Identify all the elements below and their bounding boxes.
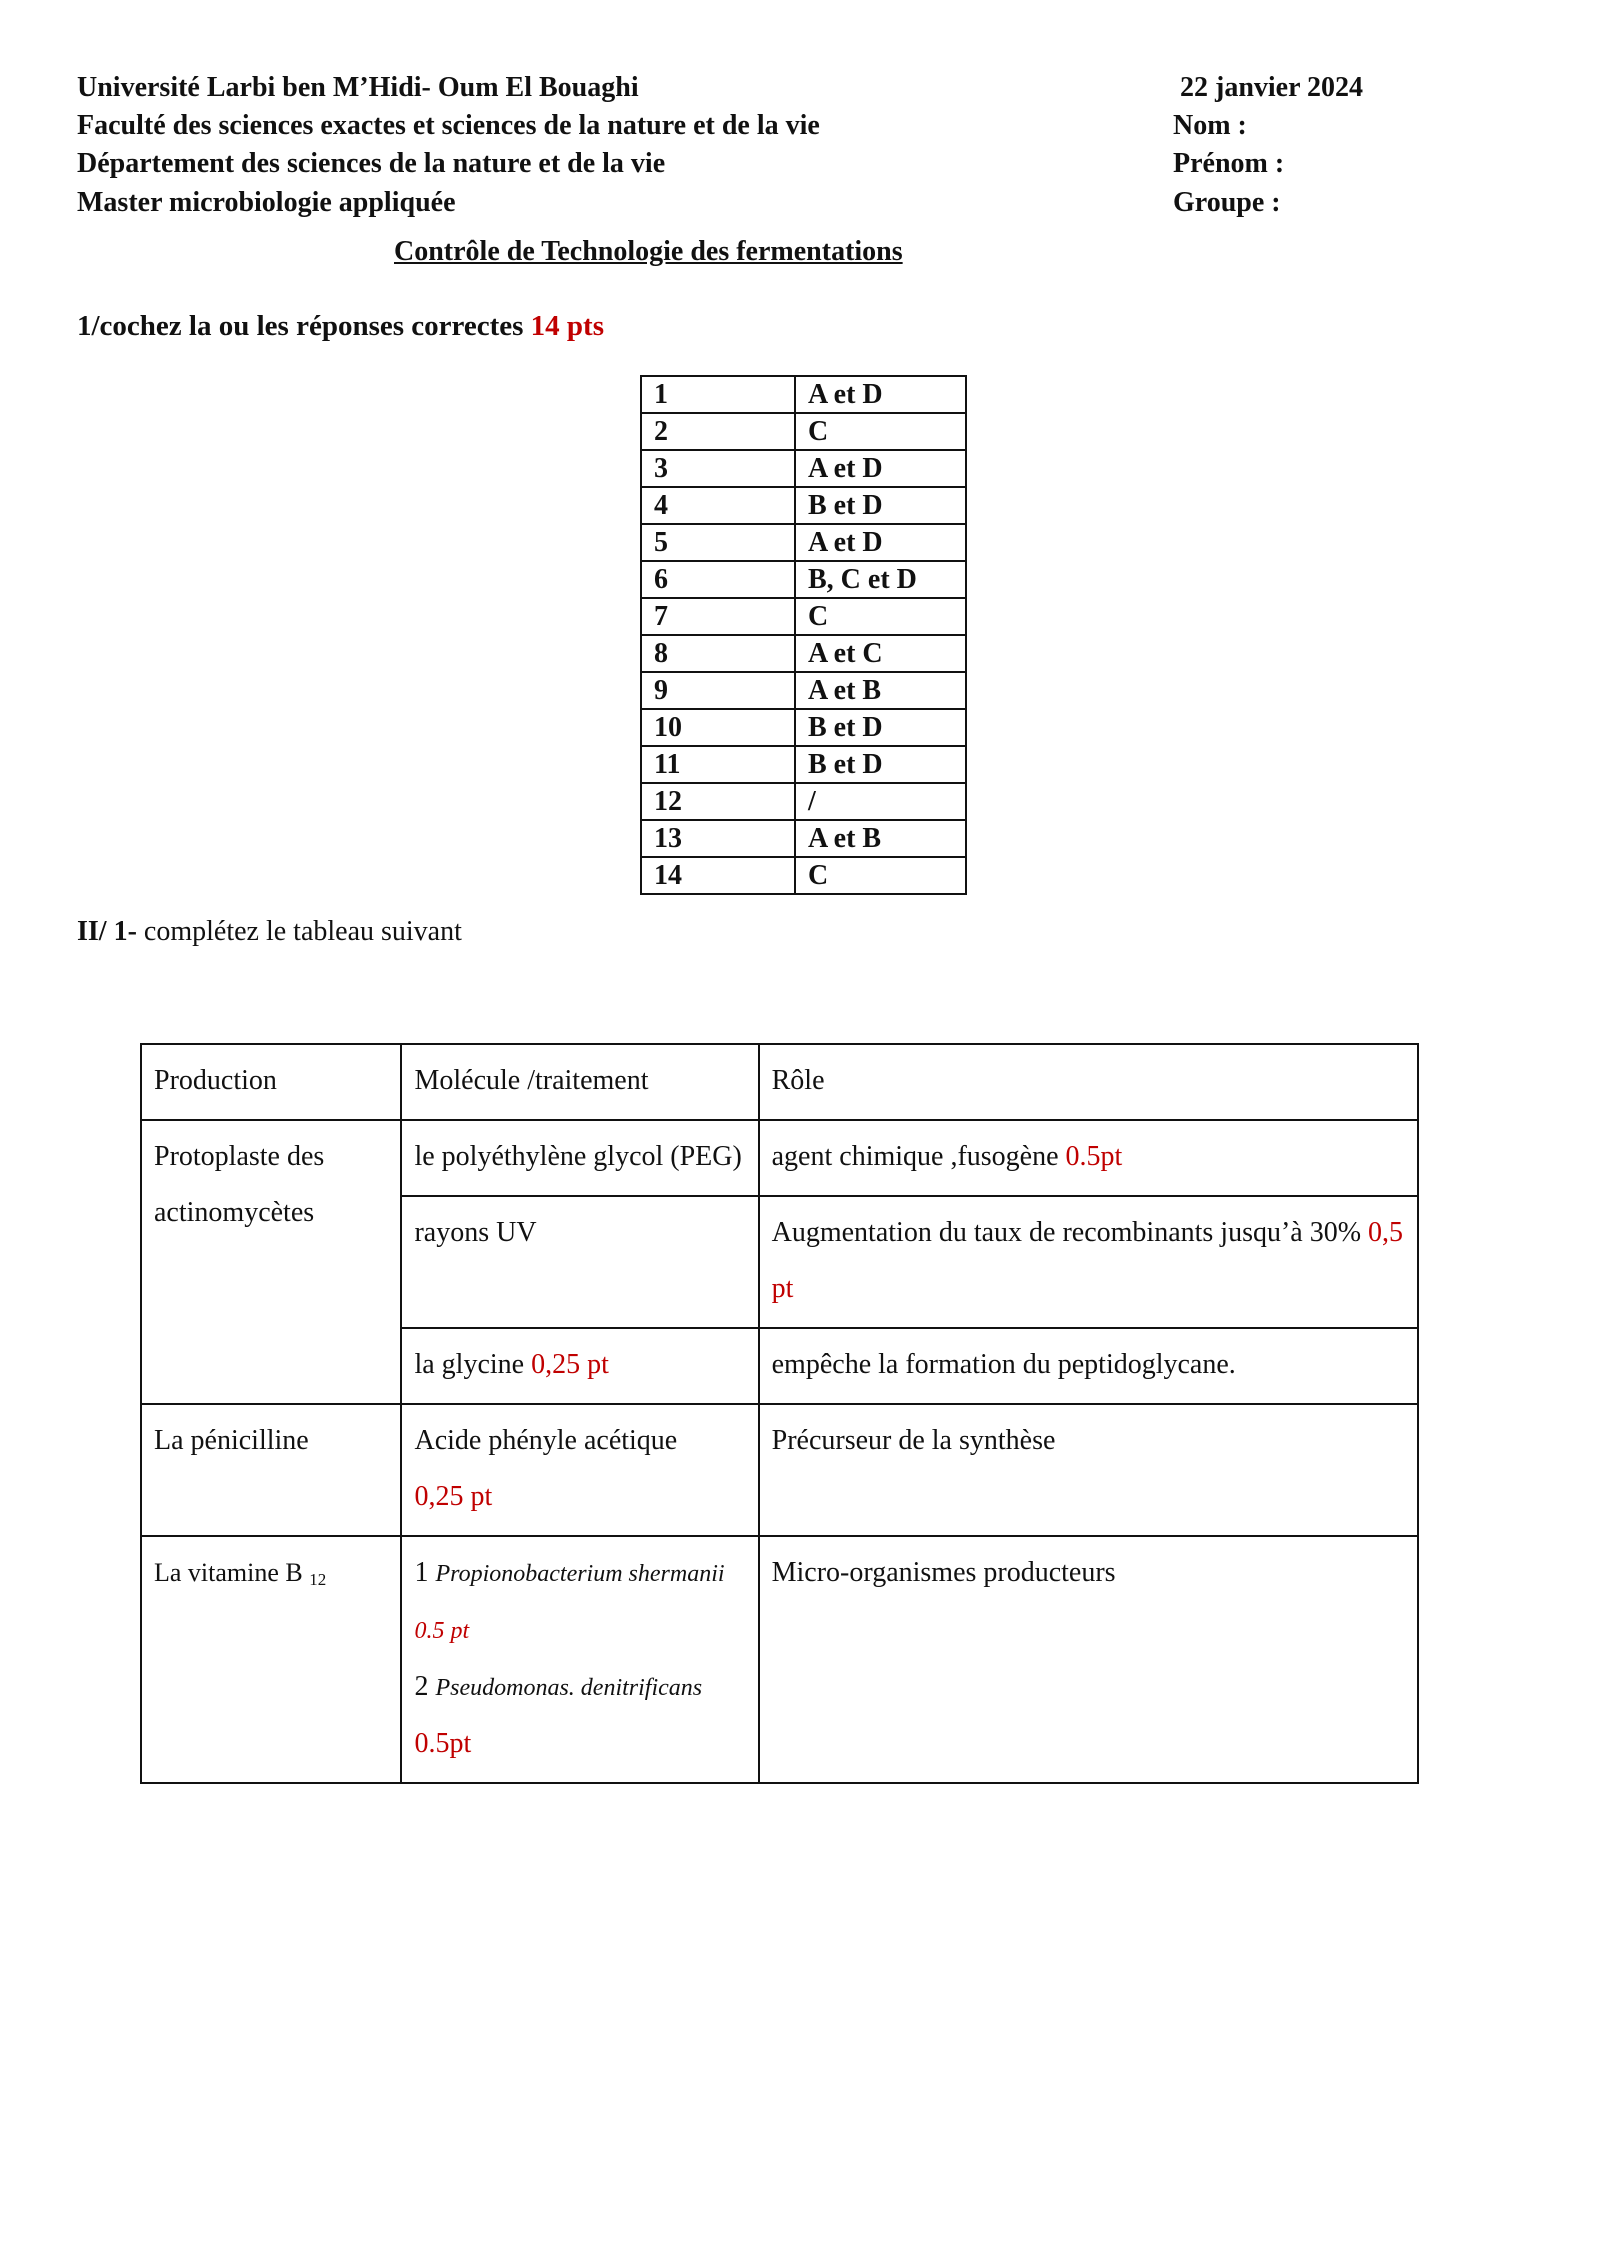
faculty-name: Faculté des sciences exactes et sciences de la nature et de la vie	[77, 110, 820, 141]
molecule-acide-text: Acide phényle acétique	[414, 1425, 678, 1456]
cell-molecule-glycine	[401, 1328, 758, 1404]
section2-prompt-text: complétez le tableau suivant	[136, 916, 462, 947]
answer-number: 3	[641, 450, 795, 487]
cell-role-glycine: empêche la formation du peptidoglycane.	[759, 1328, 1418, 1404]
section2-prompt	[77, 916, 462, 948]
production-vitamine-text: La vitamine B	[154, 1558, 303, 1587]
answer-row	[641, 746, 966, 783]
answer-row	[641, 709, 966, 746]
role-uv-text: Augmentation du taux de recombinants jusqu’à 30%	[771, 1217, 1369, 1248]
cell-role-peg	[759, 1120, 1418, 1196]
university-name: Université Larbi ben M’Hidi- Oum El Bouaghi	[77, 72, 639, 103]
role-peg-text: agent chimique ,fusogène	[771, 1141, 1066, 1172]
cell-molecule-uv: rayons UV	[401, 1196, 758, 1328]
nom-label: Nom :	[1173, 110, 1247, 141]
cell-molecule-acide	[401, 1404, 758, 1536]
table-header-row	[141, 1044, 1418, 1120]
production-vitamine-subscript: 12	[309, 1570, 327, 1589]
prenom-label: Prénom :	[1173, 148, 1285, 179]
organism1-name: Propionobacterium shermanii	[435, 1561, 725, 1587]
answer-number: 2	[641, 413, 795, 450]
header-molecule: Molécule /traitement	[401, 1044, 758, 1120]
answer-row	[641, 487, 966, 524]
answer-value: A et D	[795, 450, 966, 487]
cell-production-penicilline: La pénicilline	[141, 1404, 401, 1536]
role-peg-points: 0.5pt	[1065, 1141, 1123, 1172]
answer-value: A et B	[795, 672, 966, 709]
role-uv-points: 0,5 pt	[771, 1217, 1404, 1304]
answer-value: B, C et D	[795, 561, 966, 598]
answer-value: B et D	[795, 487, 966, 524]
answer-value: C	[795, 598, 966, 635]
answer-value: C	[795, 857, 966, 894]
section1-prompt	[77, 310, 604, 343]
answer-row	[641, 783, 966, 820]
answer-row	[641, 376, 966, 413]
section2-prefix: II/ 1-	[77, 916, 137, 947]
molecule-glycine-text: la glycine	[414, 1349, 532, 1380]
cell-role-producteurs: Micro-organismes producteurs	[759, 1536, 1418, 1783]
answer-row	[641, 635, 966, 672]
organism1-number: 1	[414, 1557, 436, 1588]
section1-prompt-text: 1/cochez la ou les réponses correctes	[77, 310, 524, 342]
answer-value: A et C	[795, 635, 966, 672]
answer-value: C	[795, 413, 966, 450]
table-row	[141, 1536, 1418, 1783]
cell-role-precurseur: Précurseur de la synthèse	[759, 1404, 1418, 1536]
answer-value: B et D	[795, 709, 966, 746]
answer-row	[641, 857, 966, 894]
organism1-points: 0.5 pt	[414, 1618, 470, 1644]
department-name: Département des sciences de la nature et de la vie	[77, 148, 666, 179]
cell-production-vitamine	[141, 1536, 401, 1783]
table-row	[141, 1404, 1418, 1536]
answer-number: 1	[641, 376, 795, 413]
answer-number: 10	[641, 709, 795, 746]
answer-value: B et D	[795, 746, 966, 783]
cell-molecule-peg: le polyéthylène glycol (PEG)	[401, 1120, 758, 1196]
answer-number: 4	[641, 487, 795, 524]
exam-date: 22 janvier 2024	[1180, 72, 1364, 103]
section1-points: 14 pts	[530, 310, 604, 342]
answer-row	[641, 561, 966, 598]
groupe-label: Groupe :	[1173, 187, 1281, 218]
answer-number: 8	[641, 635, 795, 672]
answer-number: 7	[641, 598, 795, 635]
organism2-name: Pseudomonas. denitrificans	[435, 1675, 703, 1701]
answer-row	[641, 598, 966, 635]
answer-value: A et D	[795, 376, 966, 413]
answer-row	[641, 524, 966, 561]
answer-number: 12	[641, 783, 795, 820]
table-row	[141, 1120, 1418, 1196]
program-name: Master microbiologie appliquée	[77, 187, 456, 218]
header-role: Rôle	[759, 1044, 1418, 1120]
answer-row	[641, 450, 966, 487]
answer-value: /	[795, 783, 966, 820]
header-production: Production	[141, 1044, 401, 1120]
answer-value: A et D	[795, 524, 966, 561]
answer-number: 5	[641, 524, 795, 561]
exam-title: Contrôle de Technologie des fermentations	[394, 236, 903, 267]
molecule-acide-points: 0,25 pt	[414, 1481, 493, 1512]
organism2-points: 0.5pt	[414, 1728, 472, 1759]
answer-value: A et B	[795, 820, 966, 857]
answers-table	[640, 375, 967, 895]
answer-number: 11	[641, 746, 795, 783]
molecule-glycine-points: 0,25 pt	[531, 1349, 609, 1380]
answer-number: 6	[641, 561, 795, 598]
answer-row	[641, 820, 966, 857]
answer-row	[641, 672, 966, 709]
completion-table	[140, 1043, 1419, 1784]
answer-number: 14	[641, 857, 795, 894]
answer-number: 13	[641, 820, 795, 857]
answer-number: 9	[641, 672, 795, 709]
organism2-number: 2	[414, 1671, 436, 1702]
cell-production-protoplaste: Protoplaste des actinomycètes	[141, 1120, 401, 1404]
cell-molecule-microorganisms	[401, 1536, 758, 1783]
answer-row	[641, 413, 966, 450]
cell-role-uv	[759, 1196, 1418, 1328]
